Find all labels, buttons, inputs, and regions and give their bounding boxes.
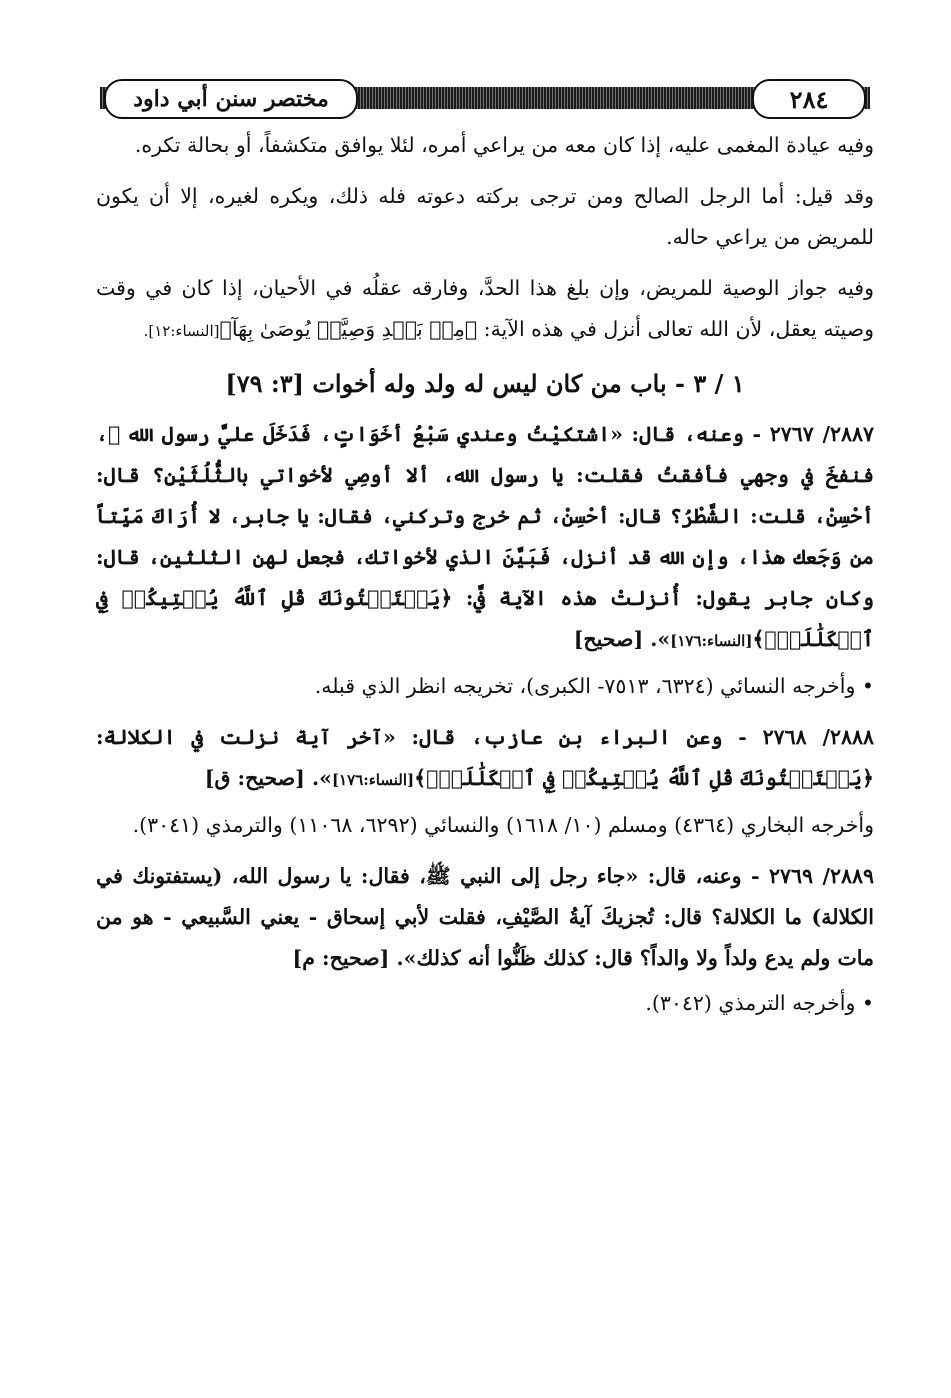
book-title: مختصر سنن أبي داود [104,79,358,119]
page-body [96,125,874,1034]
hadith-2888-takhrij: وأخرجه البخاري (٤٣٦٤) ومسلم (١٠/ ١٦١٨) والنسائي (٦٢٩٢، ١١٠٦٨) والترمذي (٣٠٤١). [132,813,874,837]
paragraph-2: وقد قيل: أما الرجل الصالح ومن ترجى بركته دعوته فله ذلك، ويكره لغيره، إلا أن يكون للمريض من يراعي حاله. [96,184,874,249]
hadith-2888 [96,717,874,801]
hadith-2887-grade: ». [صحيح] [573,627,671,651]
paragraph-3-text: وفيه جواز الوصية للمريض، وإن بلغ هذا الحدَّ، وفارقه عقلُه في الأحيان، إذا كان في وقت وصيته يعقل، لأن الله تعالى أنزل في هذه الآية: ﴿مِنۢ بَعۡدِ وَصِيَّةٖ يُوصَىٰ بِهَآ﴾ [96,276,874,341]
hadith-2889: ٢٨٨٩/ ٢٧٦٩ - وعنه، قال: «جاء رجل إلى النبي ﷺ، فقال: يا رسول الله، (يستفتونك في الكلالة) ما الكلالة؟ قال: تُجزيكَ آيةُ الصَّيْفِ، فقلت لأبي إسحاق - يعني السَّبيعي - هو من مات ولم يدع ولداً ولا والداً؟ قال: كذلك ظَنُّوا أنه كذلك». [صحيح: م] [96,864,875,970]
hadith-2887-text: ٢٨٨٧/ ٢٧٦٧ - وعنه، قال: «اشتكيْتُ وعندي سَبْعُ أخَوَاتٍ، فَدَخَلَ عليَّ رسول الله ﷺ، فنفخَ في وجهي فأفقتُ فقلت: يا رسول الله، ألا أوصِي لأخواتي بالثُّلُثَيْنِ؟ قال: أحْسِنْ، قلت: الشَّطْرُ؟ قال: أحْسِنْ، ثم خرج وتركني، فقال: يا جابر، لا أُرَاكَ مَيِّتاً من وَجَعك هذا، وإن الله قد أنزل، فَبَيَّنَ الذي لأخواتك، فجعل لهن الثلثين، قال: وكان جابر يقول: أُنزلتْ هذه الآية فيَّ: ﴿يَسۡتَفۡتُونَكَ قُلِ ٱللَّهُ يُفۡتِيكُمۡ فِي ٱلۡكَلَٰلَةِۚ﴾ [96,422,875,651]
hadith-2888-grade: ». [صحيح: ق] [204,766,332,790]
chapter-heading: ١ / ٣ - باب من كان ليس له ولد وله أخوات [٣: ٧٩] [225,369,745,398]
page-header [100,75,870,123]
hadith-2887 [96,414,874,662]
hadith-2887-takhrij: • وأخرجه النسائي (٦٣٢٤، ٧٥١٣- الكبرى)، تخريجه انظر الذي قبله. [314,674,874,698]
hadith-2887-reference: [النساء:١٧٦] [670,632,753,650]
hadith-2889-takhrij: • وأخرجه الترمذي (٣٠٤٢). [645,991,874,1015]
page-number: ٢٨٤ [752,79,866,119]
paragraph-3 [96,268,874,352]
hadith-2888-reference: [النساء:١٧٦] [331,771,415,789]
hadith-2888-text: ٢٨٨٨/ ٢٧٦٨ - وعن البراء بن عازب، قال: «آخر آية نزلت في الكلالة: ﴿يَسۡتَفۡتُونَكَ قُلِ ٱللَّهُ يُفۡتِيكُمۡ فِي ٱلۡكَلَٰلَةِۚ﴾ [96,725,874,790]
paragraph-1: وفيه عيادة المغمى عليه، إذا كان معه من يراعي أمره، لئلا يوافق متكشفاً، أو بحالة تكره. [134,133,874,157]
quran-reference: [النساء:١٢]. [143,322,220,340]
